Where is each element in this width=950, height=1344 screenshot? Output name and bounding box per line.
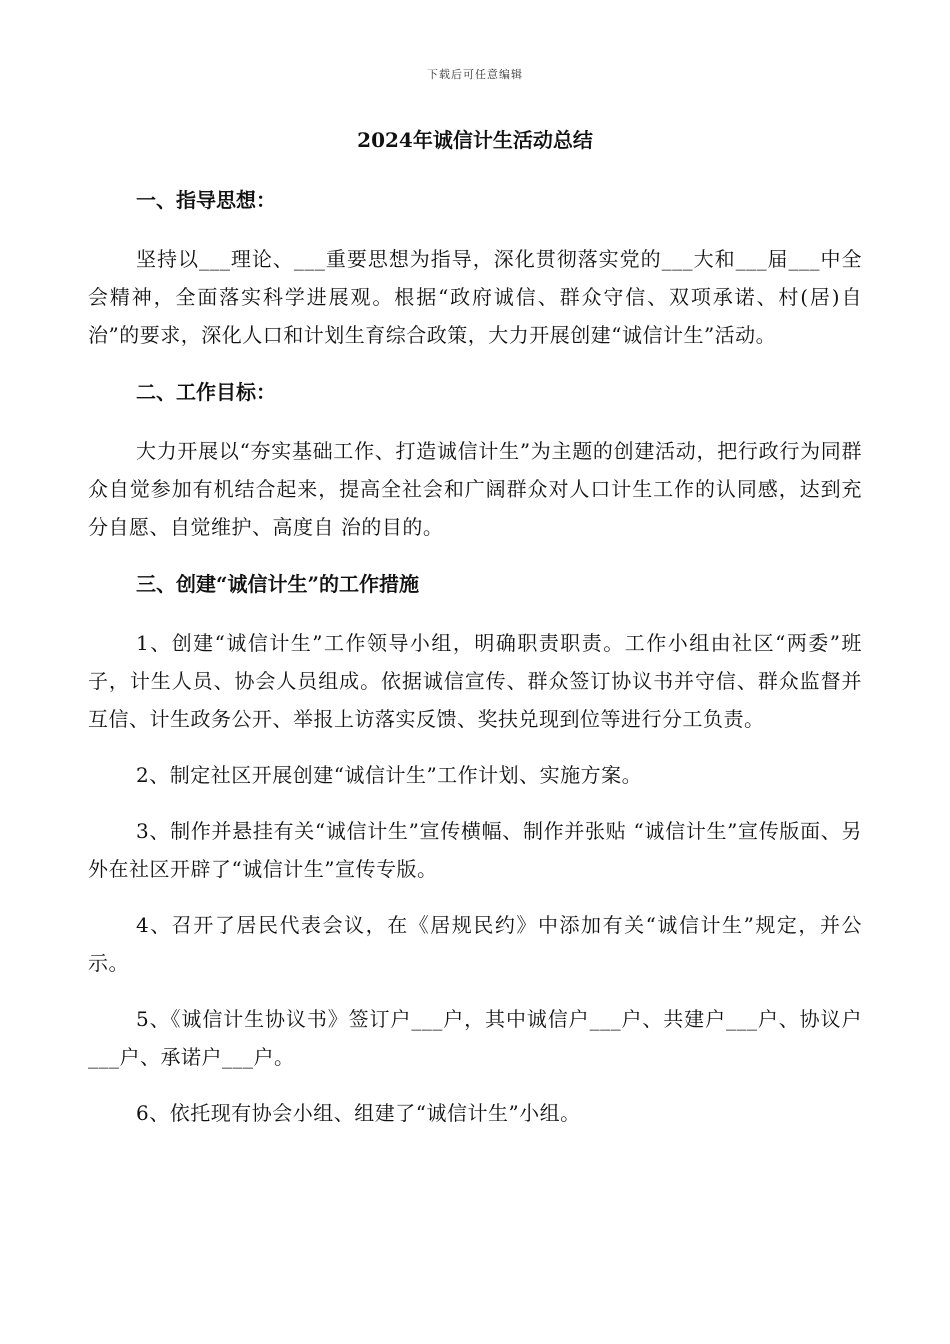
measure-item-5: 5、《诚信计生协议书》签订户___户，其中诚信户___户、共建户___户、协议户___户、承诺户___户。 [88, 1007, 862, 1069]
measure-item-4: 4、召开了居民代表会议，在《居规民约》中添加有关“诚信计生”规定，并公示。 [88, 913, 862, 975]
document-body [88, 180, 862, 1132]
document-title: 2024年诚信计生活动总结 [357, 128, 593, 152]
paragraph-guiding-ideology: 坚持以___理论、___重要思想为指导，深化贯彻落实党的___大和___届___中全会精神，全面落实科学进展观。根据“政府诚信、群众守信、双项承诺、村(居)自治”的要求，深化人口和计划生育综合政策，大力开展创建“诚信计生”活动。 [88, 247, 862, 347]
header-note: 下载后可任意编辑 [427, 68, 523, 81]
section-heading-guiding-ideology: 一、指导思想： [136, 188, 276, 212]
measure-item-1: 1、创建“诚信计生”工作领导小组，明确职责职责。工作小组由社区“两委”班子，计生人员、协会人员组成。依据诚信宣传、群众签订协议书并守信、群众监督并互信、计生政务公开、举报上访落实反馈、奖扶兑现到位等进行分工负责。 [88, 631, 862, 731]
measure-item-3: 3、制作并悬挂有关“诚信计生”宣传横幅、制作并张贴 “诚信计生”宣传版面、另外在社区开辟了“诚信计生”宣传专版。 [88, 819, 862, 881]
section-heading-work-goals: 二、工作目标： [136, 380, 276, 404]
section-heading-work-measures: 三、创建“诚信计生”的工作措施 [136, 572, 420, 596]
measure-item-2: 2、制定社区开展创建“诚信计生”工作计划、实施方案。 [136, 763, 643, 787]
paragraph-work-goals: 大力开展以“夯实基础工作、打造诚信计生”为主题的创建活动，把行政行为同群众自觉参加有机结合起来，提高全社会和广阔群众对人口计生工作的认同感，达到充分自愿、自觉维护、高度自 治的目的。 [88, 439, 862, 539]
measure-item-6: 6、依托现有协会小组、组建了“诚信计生”小组。 [136, 1101, 581, 1125]
